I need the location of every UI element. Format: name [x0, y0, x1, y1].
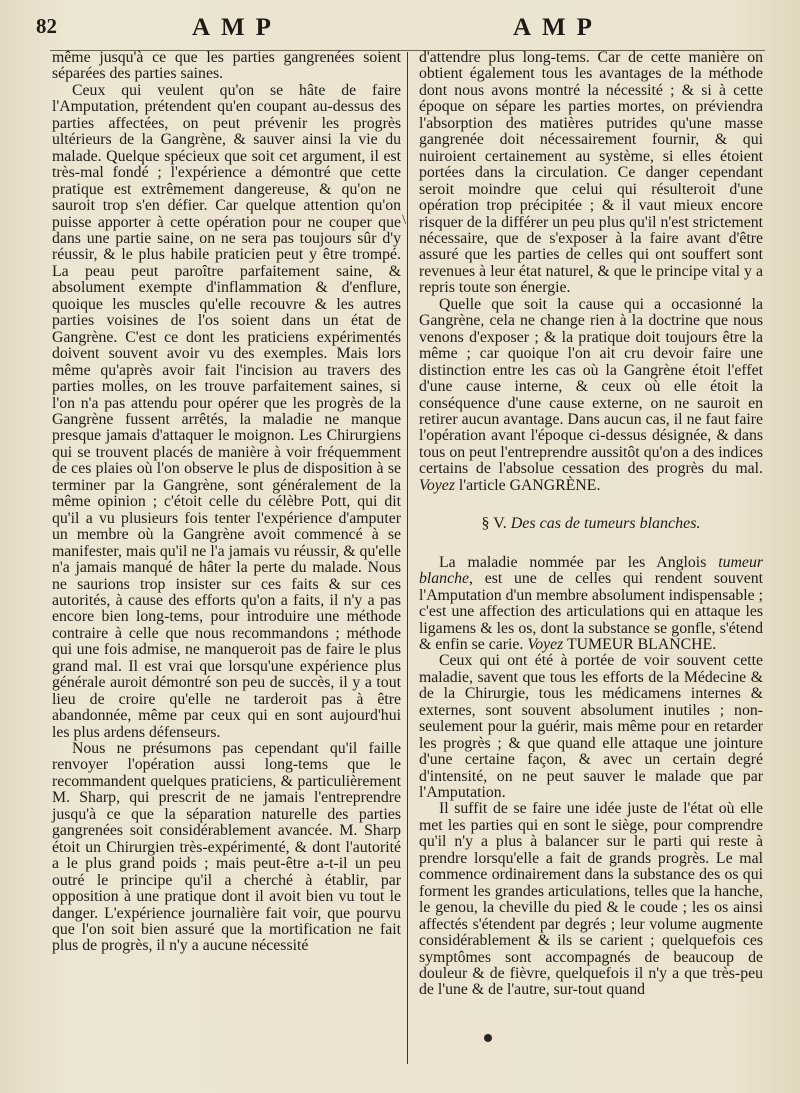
section-title: Des cas de tumeurs blanches.	[510, 515, 701, 533]
right-column	[419, 50, 763, 999]
cross-reference: TUMEUR BLANCHE.	[566, 635, 717, 653]
footer-dot	[484, 1034, 492, 1042]
paragraph-text: Quelle que soit la cause qui a occasionné la Gangrène, cela ne change rien à la doctrine que nous venons d'exposer ; & la pratique doit toujours être la même ; car quoique l'on ait cru devoir faire une distinction entre les cas où la Gangrène étoit l'effet d'une cause interne, & ceux où elle étoit la conséquence d'une cause externe, on ne sauroit en retirer aucun avantage. Dans aucun cas, il ne faut faire l'opération avant l'époque ci-dessus désignée, & dans tous on peut l'entreprendre aussitôt qu'on a des indices certains de l'absolue cessation des progrès du mal.	[419, 295, 763, 478]
left-column	[52, 50, 401, 955]
section-heading	[419, 516, 763, 532]
paragraph	[419, 555, 763, 654]
paragraph: Ceux qui ont été à portée de voir souvent cette maladie, savent que tous les efforts de la Médecine & de la Chirurgie, tous les médicamens internes & externes, sont souvent absolument inutiles ; non-seulement pour la guérir, mais même pour en retarder les progrès ; & que quand elle attaque une jointure d'une certaine façon, & avec un certain degré d'intensité, on ne peut sauver le malade que par l'Amputation.	[419, 652, 763, 802]
margin-mark: \	[402, 212, 407, 228]
section-number: § V.	[481, 515, 507, 533]
paragraph: Nous ne présumons pas cependant qu'il faille renvoyer l'opération aussi long-tems que le recommandent quelques praticiens, & particulièrement M. Sharp, qui prescrit de ne jamais l'entreprendre jusqu'à ce que la séparation naturelle des parties gangrenées soit considérablement avancée. M. Sharp étoit un Chirurgien très-expérimenté, & dont l'autorité a le plus grand poids ; mais peut-être a-t-il un peu outré le principe qu'il a cherché à établir, par opposition à une pratique dont il avoit bien vu tout le danger. L'expérience journalière fait voir, que pourvu que l'on soit bien assuré que la mortification ne fait plus de progrès, il n'y a aucune nécessité	[52, 740, 401, 955]
paragraph: d'attendre plus long-tems. Car de cette manière on obtient également tous les avantages de la méthode dont nous avons montré la nécessité ; & si à cette époque on sépare les parties mortes, on préviendra l'absorption des matières putrides qu'une masse gangrenée doit nécessairement fournir, & qui nuiroient certainement au système, si elles étoient portées dans la circulation. Ce danger cependant seroit moindre que celui qui résulteroit d'une opération trop précipitée ; & il vaut mieux encore risquer de la différer un peu plus qu'il n'est strictement nécessaire, que de s'exposer à la faire avant d'être assuré que les parties de celles qui ont souffert sont revenues à leur état naturel, & que le principe vital y a repris toute son énergie.	[419, 49, 763, 297]
term: tumeur blanche	[419, 553, 763, 588]
running-head-left: AMP	[192, 14, 282, 41]
paragraph: Il suffit de se faire une idée juste de l'état où elle met les parties qui en sont le siège, pour comprendre qu'il n'y a plus à balancer sur le parti qui reste à prendre lorsqu'elle a fait de grands progrès. Le mal commence ordinairement dans la substance des os qui forment les grandes articulations, telles que la hanche, le genou, la cheville du pied & le coude ; les os ainsi affectés s'étendent par degrés ; leur volume augmente considérablement & ils se carient ; quelquefois ces symptômes sont accompagnés de beaucoup de douleur & de fièvre, quelquefois il n'y a que très-peu de l'une & de l'autre, sur-tout quand	[419, 800, 763, 999]
running-head-right: AMP	[513, 14, 603, 41]
paragraph: Ceux qui veulent qu'on se hâte de faire l'Amputation, prétendent qu'en coupant au-dessus des parties affectées, on peut prévenir les progrès ultérieurs de la Gangrène, & sauver ainsi la vie du malade. Quelque spécieux que soit cet argument, il est très-mal fondé ; l'expérience a démontré que cette pratique est extrêmement dangereuse, & qu'on ne sauroit trop s'en défier. Car quelque attention qu'on puisse apporter à cette opération pour ne couper que dans une partie saine, on ne sera pas toujours sûr d'y réussir, & le plus habile praticien peut y être trompé. La peau peut paroître parfaitement saine, & absolument exempte d'inflammation & d'enflure, quoique les muscles qu'elle recouvre & les autres parties voisines de l'os soient dans un état de Gangrène. C'est ce dont les praticiens expérimentés doivent souvent avoir vu des exemples. Mais lors même qu'après avoir fait l'incision au travers des parties molles, on les trouve parfaitement saines, si l'on n'a pas attendu pour opérer que les progrès de la Gangrène fussent arrêtés, la maladie ne manque presque jamais d'attaquer le moignon. Les Chirurgiens qui se trouvent placés de manière à voir fréquemment de ces plaies où l'on observe le plus de disposition à se terminer par la Gangrène, sont généralement de la même opinion ; c'étoit celle du célèbre Pott, qui dit qu'il a vu plusieurs fois tenter l'expérience d'amputer un membre où la Gangrène avoit commencé à se manifester, mais qu'il ne l'a jamais vu réussir, & qu'elle n'a jamais manqué de hâter la perte du malade. Nous ne saurions trop insister sur ces faits & sur ces autorités, à cause des efforts qu'on a faits, il n'y a pas encore bien long-tems, pour introduire une méthode contraire à celle que nous recommandons ; méthode qui une fois admise, ne manqueroit pas de faire le plus grand mal. Il est vrai que lorsqu'une expérience plus générale auroit démontré son peu de succès, il y a tout lieu de croire qu'elle ne tarderoit pas à être abandonnée, même par ceux qui en sont aujourd'hui les plus ardens défenseurs.	[52, 81, 401, 741]
paragraph: même jusqu'à ce que les parties gangrenées soient séparées des parties saines.	[52, 49, 401, 83]
paragraph	[419, 297, 763, 494]
voyez-label: Voyez	[419, 476, 455, 494]
cross-reference: l'article GANGRÈNE.	[458, 476, 601, 494]
paragraph-text: , est une de celles qui rendent souvent l'Amputation d'un membre absolument indispensable ; c'est une affection des articulations qui en attaque les ligamens & les os, dont la substance se gonfle, s'étend & enfin se carie.	[419, 570, 763, 653]
paragraph-text: La maladie nommée par les Anglois	[439, 553, 707, 571]
column-divider	[407, 52, 408, 1064]
voyez-label: Voyez	[527, 635, 564, 653]
page-number: 82	[36, 14, 57, 38]
page-header	[0, 14, 800, 44]
